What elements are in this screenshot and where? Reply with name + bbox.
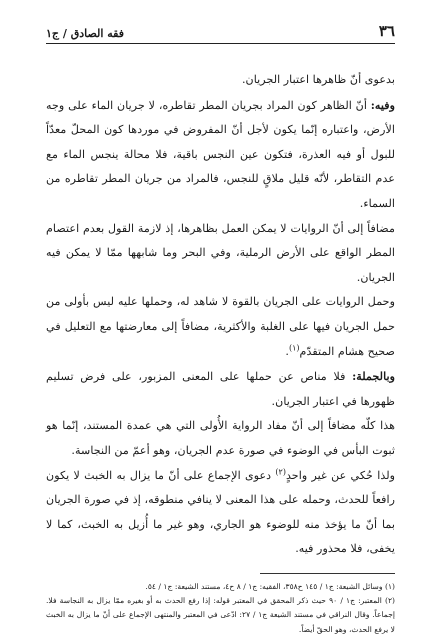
paragraph-text: وحمل الروايات على الجريان بالقوة لا شاهد له، وحملها عليه ليس بأولى من حمل الجريان فيها على الغلبة والأكثرية، مضافاً إلى معارضتها مع التعليل في صحيح هشام المتقدّم bbox=[46, 295, 395, 358]
paragraph-lead: وفيه: bbox=[370, 97, 395, 112]
footnote-separator bbox=[260, 573, 395, 574]
paragraph bbox=[46, 290, 395, 364]
page-number: ٣٦ bbox=[378, 22, 395, 40]
page-header bbox=[46, 20, 395, 40]
paragraph bbox=[46, 93, 395, 217]
footnote: (٢) المعتبر: ج١ / ٩٠ حيث ذكر المحقق في المعتبر قوله: إذا رفع الحدث به أو بغيره ممّا يزال به النجاسة فلا. إجماعاً. وقال النراقي في مستند الشيعة ج١ / ٢٧: ادّعى في المعتبر والمنتهى الإجماع على أنّ ما يزال به الخبث لا يرفع الحدث، وهو الحقّ أيضاً. bbox=[46, 596, 395, 634]
paragraph bbox=[46, 464, 395, 562]
footnote-marker: (٢) bbox=[275, 466, 286, 476]
paragraph-text: دعوى الإجماع على أنّ ما يزال به الخبث لا يكون رافعاً للحدث، وحمله على هذا المعنى لا ينافي منطوقه، إذ في صورة الجريان بما أنّ ما يؤخذ منه للوضوء هو الجاري، وهو غير ما أُزيل به الخبث، كما لا يخفى، فلا محذور فيه. bbox=[46, 468, 395, 556]
paragraph-text: . bbox=[285, 344, 289, 358]
paragraph-text: ولذا حُكي عن غير واحدٍ bbox=[285, 468, 395, 482]
footnote-marker: (١) bbox=[288, 342, 300, 352]
header-rule bbox=[46, 43, 395, 44]
footnotes bbox=[46, 580, 395, 637]
paragraph bbox=[46, 364, 395, 414]
paragraph-text: هذا كلّه مضافاً إلى أنّ مفاد الرواية الأُولى التي هي عمدة المستند، إنّما هو ثبوت البأس في الوضوء في صورة عدم الجريان، وهو أعمّ من النجاسة. bbox=[46, 419, 395, 457]
footnote: (١) وسائل الشيعة: ج١ / ١٤٥ ح٣٥٨، الفقيه: ج١ / ٨ ح٤، مستند الشيعة: ج١ / ٥٤. bbox=[145, 582, 395, 591]
paragraph bbox=[46, 217, 395, 291]
paragraph-lead: وبالجملة: bbox=[352, 369, 395, 384]
paragraph bbox=[46, 68, 395, 93]
paragraph-text: أنّ الظاهر كون المراد بجريان المطر تقاطره، لا جريان الماء على وجه الأرض، واعتباره إنّما يكون لأجل أنّ المفروض في موردها كون المحلّ معدّاً للبول أو فيه العذرة، فتكون عين النجس باقية، فلا محالة ينجس الماء مع عدم التقاطر، لأنّه قليل ملاقٍ للنجس، فالمراد من جريان المطر تقاطره من السماء. bbox=[46, 98, 395, 210]
main-text bbox=[46, 68, 395, 562]
paragraph bbox=[46, 414, 395, 463]
paragraph-text: مضافاً إلى أنّ الروايات لا يمكن العمل بظاهرها، إذ لازمة القول بعدم اعتصام المطر الواقع على الأرض الرملية، وفي البحر وما شابهها ممّا لا يمكن فيه الجريان. bbox=[46, 221, 395, 284]
running-title: فقه الصادق / ج١ bbox=[46, 27, 124, 40]
paragraph-text: فلا مناص عن حملها على المعنى المزبور، على فرض تسليم ظهورها في اعتبار الجريان. bbox=[46, 370, 395, 408]
paragraph-text: بدعوى أنّ ظاهرها اعتبار الجريان. bbox=[242, 73, 395, 86]
